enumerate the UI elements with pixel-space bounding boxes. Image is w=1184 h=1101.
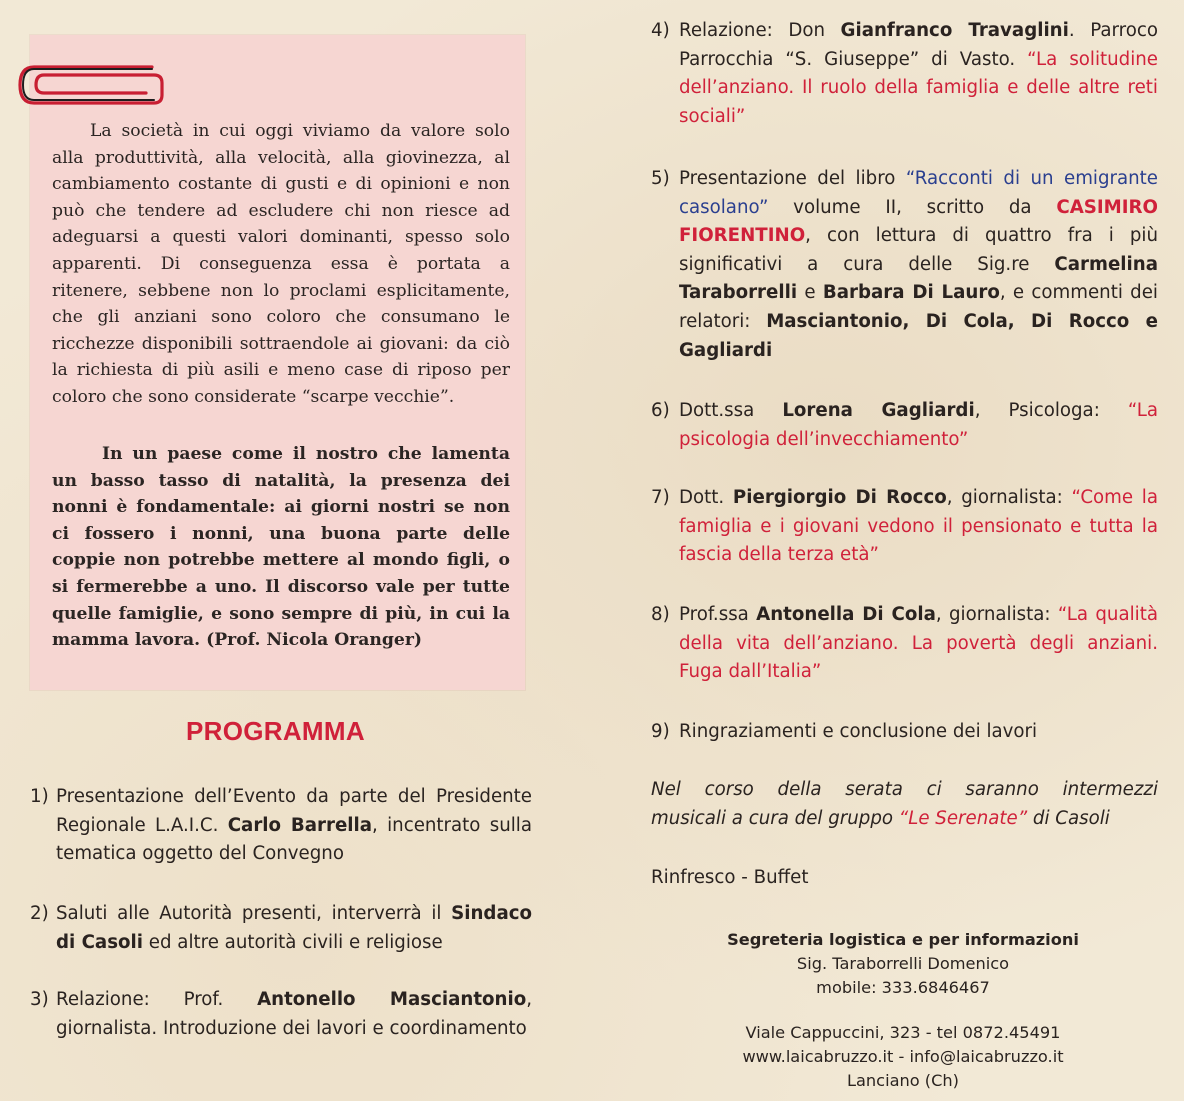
note-text: musicali a cura del gruppo bbox=[651, 808, 899, 829]
band-name: “Le Serenate” bbox=[898, 808, 1028, 829]
item-talk-title: “La qualità della vita dell’anziano. La povertà degli anziani. Fuga dall’Italia” bbox=[679, 604, 1158, 683]
item-talk-title: “La solitudine dell’anziano. Il ruolo della famiglia e delle altre reti sociali” bbox=[679, 48, 1158, 127]
item-number: 1) bbox=[30, 786, 49, 807]
program-item-9 bbox=[651, 718, 1158, 747]
item-text: Relazione: Don bbox=[679, 20, 841, 41]
item-reader: Carmelina Taraborrelli bbox=[679, 253, 1158, 304]
item-text: , Psicologa: bbox=[974, 400, 1128, 421]
item-talk-title: “Come la famiglia e i giovani vedono il pensionato e tutta la fascia della terza età” bbox=[679, 487, 1158, 566]
program-item-2 bbox=[30, 900, 532, 957]
item-number: 6) bbox=[651, 400, 670, 421]
note-text: di Casoli bbox=[1027, 808, 1110, 829]
contact-address: Viale Cappuccini, 323 - tel 0872.45491 bbox=[745, 1023, 1061, 1043]
refreshment-line: Rinfresco - Buffet bbox=[651, 867, 809, 888]
item-speakers: Masciantonio, Di Cola, Di Rocco e Gagliardi bbox=[679, 310, 1158, 361]
item-text: e bbox=[797, 282, 823, 304]
item-reader: Barbara Di Lauro bbox=[822, 282, 1000, 304]
item-text: , con lettura di quattro fra i più significativi a cura delle Sig.re bbox=[679, 225, 1158, 275]
contact-person: Sig. Taraborrelli Domenico bbox=[796, 953, 1010, 973]
item-book-title: “Racconti di un emigrante casolano” bbox=[679, 168, 1158, 218]
item-text: ed altre autorità civili e religiose bbox=[143, 931, 443, 953]
item-speaker: Sindaco di Casoli bbox=[56, 903, 532, 953]
contact-heading: Segreteria logistica e per informazioni bbox=[727, 930, 1079, 949]
paperclip-icon bbox=[14, 55, 164, 115]
program-item-8 bbox=[651, 601, 1158, 687]
program-title: PROGRAMMA bbox=[186, 716, 365, 746]
quote-paragraph: La società in cui oggi viviamo da valore solo alla produttività, alla velocità, alla giovinezza, al cambiamento costante di gusti e di opinioni e non può che tendere ad escludere chi non riesce ad adeguarsi a questi valori dominanti, spesso solo apparenti. Di conseguenza essa è portata a ritenere, sebbene non lo proclami esplicitamente, che gli anziani sono coloro che consumano le ricchezze disponibili sottraendole ai giovani: da ciò la richiesta di più asili e meno case di riposo per coloro che sono considerate “scarpe vecchie”. bbox=[52, 121, 510, 407]
item-speaker: Antonello Masciantonio bbox=[257, 989, 527, 1010]
program-item-5 bbox=[651, 165, 1158, 365]
program-item-1 bbox=[30, 783, 532, 869]
program-item-7 bbox=[651, 484, 1158, 570]
item-text: Dott.ssa bbox=[679, 400, 783, 421]
item-speaker: Gianfranco Travaglini bbox=[840, 20, 1069, 41]
item-text: Presentazione del libro bbox=[679, 168, 906, 189]
music-note-line2 bbox=[651, 805, 1158, 834]
item-number: 4) bbox=[651, 20, 670, 41]
item-number: 9) bbox=[651, 721, 670, 742]
item-text: volume II, scritto da bbox=[768, 196, 1057, 218]
item-speaker: Carlo Barrella bbox=[227, 814, 373, 836]
item-text: Saluti alle Autorità presenti, interverrà il bbox=[56, 903, 452, 924]
music-note-line1: Nel corso della serata ci saranno intermezzi bbox=[651, 779, 1158, 800]
item-speaker: Lorena Gagliardi bbox=[782, 400, 975, 421]
contact-city: Lanciano (Ch) bbox=[846, 1070, 960, 1090]
item-text: Presentazione dell’Evento da parte del Presidente Regionale L.A.I.C. bbox=[56, 786, 532, 836]
item-text: , incentrato sulla tematica oggetto del Convegno bbox=[56, 814, 532, 865]
item-speaker: Piergiorgio Di Rocco bbox=[732, 487, 947, 508]
item-number: 7) bbox=[651, 487, 670, 508]
item-number: 8) bbox=[651, 604, 670, 625]
item-number: 2) bbox=[30, 903, 49, 924]
item-talk-title: “La psicologia dell’invecchiamento” bbox=[679, 400, 1158, 450]
contact-block bbox=[688, 928, 1118, 1093]
item-number: 3) bbox=[30, 989, 49, 1010]
item-text: Ringraziamenti e conclusione dei lavori bbox=[679, 721, 1038, 742]
contact-mobile: mobile: 333.6846467 bbox=[816, 977, 990, 997]
program-item-6 bbox=[651, 397, 1158, 454]
item-text: , e commenti dei relatori: bbox=[679, 282, 1158, 332]
quote-paragraph-bold: In un paese come il nostro che lamenta un basso tasso di natalità, la presenza dei nonni è fondamentale: ai giorni nostri se non ci fossero i nonni, una buona parte delle coppie non potrebbe mettere al mondo figli, o si fermerebbe a uno. Il discorso vale per tutte quelle famiglie, e sono sempre di più, in cui la mamma lavora. (Prof. Nicola Oranger) bbox=[52, 444, 510, 651]
program-item-3 bbox=[30, 986, 532, 1043]
item-text: Prof.ssa bbox=[679, 604, 757, 625]
item-text: , giornalista: bbox=[946, 487, 1072, 508]
item-text: . Parroco Parrocchia “S. Giuseppe” di Vasto. bbox=[679, 20, 1158, 70]
item-text: , giornalista: bbox=[935, 604, 1058, 625]
program-item-4 bbox=[651, 17, 1158, 131]
contact-web-email: www.laicabruzzo.it - info@laicabruzzo.it bbox=[742, 1047, 1064, 1067]
item-speaker: Antonella Di Cola bbox=[756, 604, 936, 625]
item-text: Relazione: Prof. bbox=[56, 989, 258, 1010]
item-author: CASIMIRO FIORENTINO bbox=[679, 196, 1158, 247]
item-text: , giornalista. Introduzione dei lavori e coordinamento bbox=[56, 989, 532, 1039]
item-number: 5) bbox=[651, 168, 670, 189]
item-text: Dott. bbox=[679, 487, 733, 508]
